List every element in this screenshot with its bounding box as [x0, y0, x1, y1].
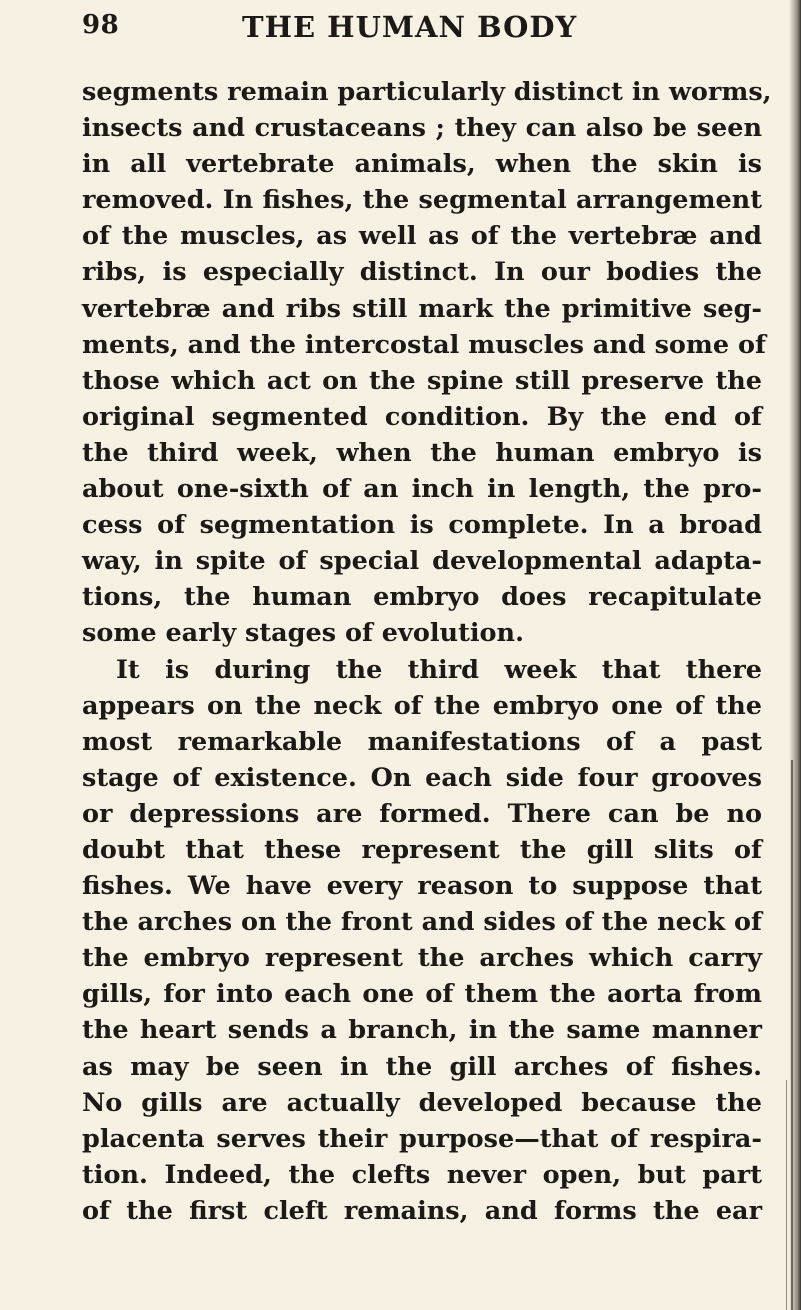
- text-line: tions, the human embryo does recapitulate: [82, 582, 762, 613]
- text-line: ments, and the intercostal muscles and some of: [82, 329, 766, 360]
- page-edge-line: [791, 760, 793, 1310]
- text-line: as may be seen in the gill arches of fishes.: [82, 1051, 762, 1082]
- text-line: the embryo represent the arches which carry: [82, 943, 762, 974]
- text-line: cess of segmentation is complete. In a broad: [82, 510, 762, 541]
- text-line: appears on the neck of the embryo one of the: [82, 690, 762, 721]
- text-line: fishes. We have every reason to suppose that: [82, 871, 762, 902]
- text-line: ribs, is especially distinct. In our bodies the: [82, 257, 762, 288]
- text-line: stage of existence. On each side four grooves: [82, 762, 762, 793]
- text-line: doubt that these represent the gill slits of: [82, 834, 762, 865]
- text-line: the arches on the front and sides of the neck of: [82, 907, 762, 938]
- text-line: It is during the third week that there: [116, 654, 762, 685]
- text-line: or depressions are formed. There can be no: [82, 798, 762, 829]
- body-text: [82, 74, 772, 1229]
- text-line: about one-sixth of an inch in length, the pro-: [82, 474, 762, 505]
- text-line: gills, for into each one of them the aorta from: [82, 979, 762, 1010]
- text-line: tion. Indeed, the clefts never open, but part: [82, 1159, 762, 1190]
- text-line: placenta serves their purpose—that of respira-: [82, 1123, 762, 1154]
- page-number: 98: [82, 10, 120, 40]
- text-line: the heart sends a branch, in the same manner: [82, 1015, 762, 1046]
- text-line: insects and crustaceans ; they can also be seen: [82, 113, 762, 144]
- text-line: most remarkable manifestations of a past: [82, 726, 762, 757]
- text-line: way, in spite of special developmental adapta-: [82, 546, 762, 577]
- text-line: of the first cleft remains, and forms the ear: [82, 1195, 762, 1226]
- text-line: No gills are actually developed because the: [82, 1087, 762, 1118]
- text-line: removed. In fishes, the segmental arrangement: [82, 185, 762, 216]
- text-line: the third week, when the human embryo is: [82, 437, 762, 468]
- text-line: vertebræ and ribs still mark the primitive seg-: [82, 293, 762, 324]
- text-line: those which act on the spine still preserve the: [82, 365, 762, 396]
- text-line: original segmented condition. By the end of: [82, 401, 762, 432]
- text-line: segments remain particularly distinct in worms,: [82, 77, 772, 107]
- page-edge-line: [786, 1080, 787, 1310]
- text-line: in all vertebrate animals, when the skin is: [82, 149, 762, 180]
- running-title: THE HUMAN BODY: [242, 10, 578, 44]
- text-line: some early stages of evolution.: [82, 618, 524, 649]
- page-header: [82, 10, 762, 50]
- text-line: of the muscles, as well as of the vertebræ and: [82, 221, 762, 252]
